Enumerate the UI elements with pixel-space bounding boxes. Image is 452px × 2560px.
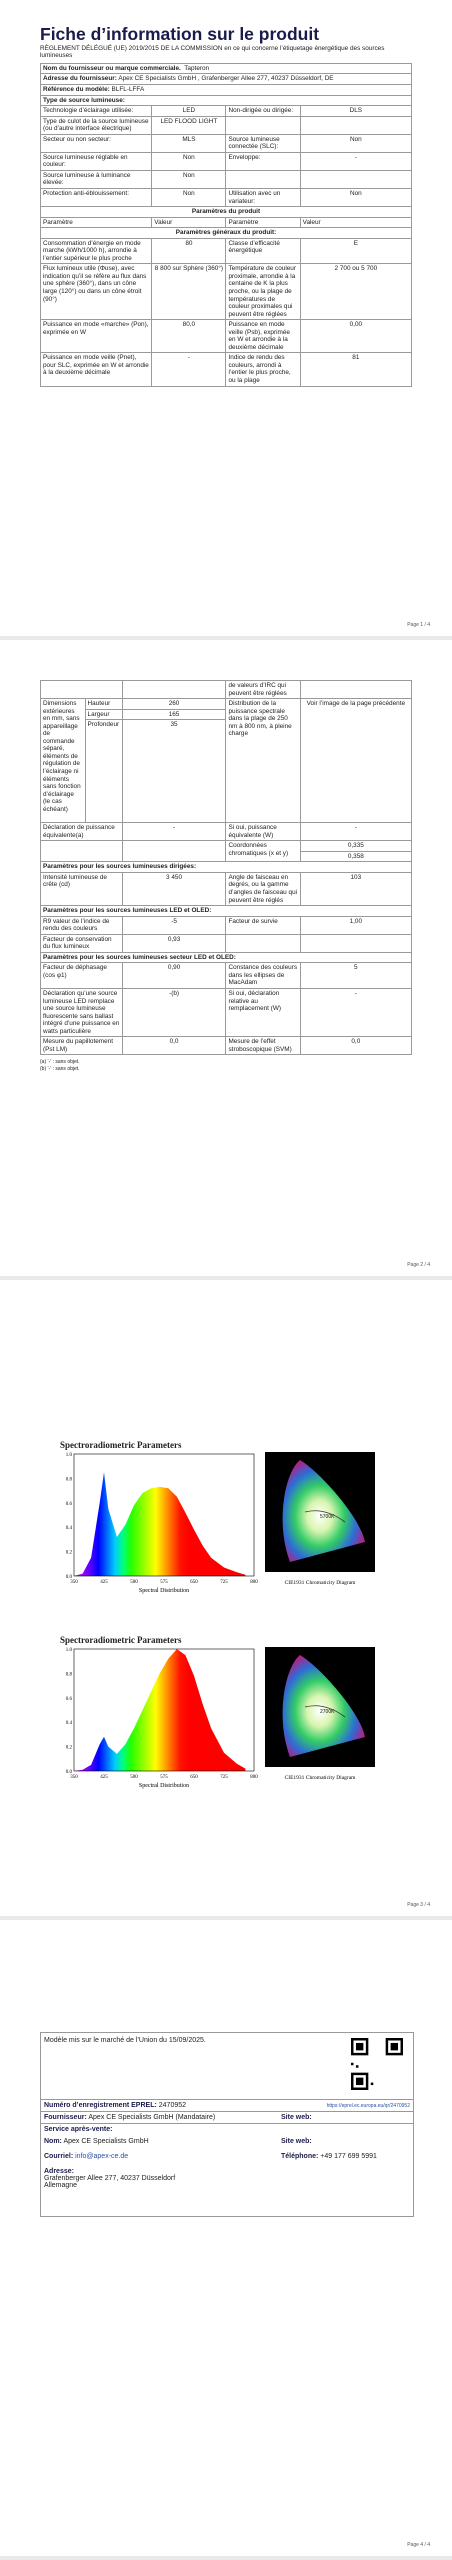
x-tick-label: 800 [250, 1775, 258, 1780]
equiv-label: Déclaration de puissance équivalente(a) [41, 823, 123, 841]
site-label: Site web: [281, 2114, 312, 2121]
cri-cont: de valeurs d’IRC qui peuvent être réglées [226, 681, 300, 699]
param-cell: Source lumineuse à luminance élevée: [41, 170, 152, 188]
dim-width-value: 165 [122, 709, 226, 720]
value-cell: 3 450 [122, 872, 226, 905]
value-cell: 1,00 [300, 916, 411, 934]
x-tick-label: 425 [100, 1775, 108, 1780]
value-cell: LED [152, 106, 226, 117]
chroma-y: 0,358 [300, 851, 411, 862]
x-tick-label: 650 [190, 1580, 198, 1585]
service-block [41, 2124, 413, 2216]
param-cell: Mesure de l’effet stroboscopique (SVM) [226, 1037, 300, 1055]
dims-label: Dimensions extérieures en mm, sans appareillage de commande séparé, éléments de régulation de l’éclairage ni éléments sans fonction d’éclairage (le cas échéant) [41, 699, 86, 823]
param-cell [226, 170, 300, 188]
param-cell: Type de culot de la source lumineuse (ou d’autre interface électrique) [41, 116, 152, 134]
general-rows [41, 238, 412, 386]
directed-header: Paramètres pour les sources lumineuses dirigées: [41, 862, 412, 873]
value-cell: 0,90 [122, 963, 226, 989]
table-row [41, 152, 412, 170]
fournisseur-row [41, 2112, 413, 2124]
adresse-line-1: Grafenberger Allee 277, 40237 Düsseldorf [44, 2175, 176, 2182]
value-cell: Non [152, 188, 226, 206]
col-value: Valeur [152, 217, 226, 228]
value-cell: - [300, 989, 411, 1037]
x-tick-label: 650 [190, 1775, 198, 1780]
x-tick-label: 350 [70, 1775, 78, 1780]
cie-point-label: 2700K [320, 1709, 335, 1715]
param-cell: R9 valeur de l’indice de rendu des couleurs [41, 916, 123, 934]
table-row [41, 106, 412, 117]
param-cell: Puissance en mode «marche» (Pon), exprimée en W [41, 320, 152, 353]
param-cell: Déclaration qu’une source lumineuse LED remplace une source lumineuse fluorescente sans ballast intégré d’une puissance en watts particulière [41, 989, 123, 1037]
x-tick-label: 725 [220, 1580, 228, 1585]
market-text: Modèle mis sur le marché de l’Union du 15/09/2025. [44, 2037, 206, 2044]
footnote-a: (a) ‘-’ : sans objet. [40, 1059, 80, 1066]
param-cell: Consommation d’énergie en mode marche (kWh/1000 h), arrondie à l’entier supérieur le plus proche [41, 238, 152, 264]
x-tick-label: 425 [100, 1580, 108, 1585]
regulation-subtitle: RÈGLEMENT DÉLÉGUÉ (UE) 2019/2015 DE LA COMMISSION en ce qui concerne l’étiquetage énergétique des sources lumineuses [40, 44, 385, 60]
col-param: Paramètre [41, 217, 152, 228]
chroma-x: 0,335 [300, 841, 411, 852]
col-value: Valeur [300, 217, 411, 228]
dim-width-label: Largeur [85, 709, 122, 720]
value-cell: Non [152, 152, 226, 170]
product-info-table [40, 63, 412, 387]
param-cell: Utilisation avec un variateur: [226, 188, 300, 206]
param-cell: Mesure du papillotement (Pst LM) [41, 1037, 123, 1055]
eprel-value: 2470952 [158, 2102, 187, 2109]
table-row [41, 320, 412, 353]
y-tick-label: 0.8 [65, 1672, 72, 1678]
supplier-address-row: Adresse du fournisseur: Apex CE Specialists GmbH , Grafenberger Allee 277, 40237 Düsseldorf, DE [41, 74, 412, 85]
footnote-b: (b) ‘-’ : sans objet. [40, 1066, 80, 1073]
page-title: Fiche d’information sur le produit [40, 24, 320, 44]
chart-title: Spectroradiometric Parameters [60, 1440, 182, 1450]
table-row [41, 872, 412, 905]
courriel-label: Courriel: [44, 2153, 74, 2160]
value-cell [300, 116, 411, 134]
value-cell: Non [300, 188, 411, 206]
type-rows [41, 106, 412, 207]
product-info-table-cont [40, 680, 412, 1055]
spectrum-plot [60, 1452, 260, 1602]
page-2 [0, 640, 452, 1276]
x-tick-label: 350 [70, 1580, 78, 1585]
col-param: Paramètre [226, 217, 300, 228]
spectral-value: Voir l’image de la page précédente [300, 699, 411, 823]
spectrum-plot [60, 1647, 260, 1797]
cie-diagram [265, 1452, 385, 1602]
adresse-line-2: Allemagne [44, 2182, 78, 2189]
param-cell: Indice de rendu des couleurs, arrondi à l’entier le plus proche, ou la plage [226, 353, 300, 386]
y-tick-label: 0.0 [65, 1770, 72, 1775]
tel-value: +49 177 699 5991 [320, 2153, 377, 2160]
value-cell: 5 [300, 963, 411, 989]
table-row [41, 963, 412, 989]
mains-header: Paramètres pour les sources lumineuses secteur LED et OLED: [41, 952, 412, 963]
param-cell: Angle de faisceau en degrés, ou la gamme d’angles de faisceau qui peuvent être réglés [226, 872, 300, 905]
value-cell: E [300, 238, 411, 264]
chart-title: Spectroradiometric Parameters [60, 1635, 182, 1645]
eprel-box [40, 2032, 414, 2217]
param-cell: Puissance en mode veille (Psb), exprimée en W et arrondie à la deuxième décimale [226, 320, 300, 353]
value-cell: 8 800 sur Sphère (360°) [152, 264, 226, 320]
y-tick-label: 0.4 [65, 1721, 72, 1727]
fournisseur-value: Apex CE Specialists GmbH (Mandataire) [88, 2114, 216, 2121]
table-row [41, 134, 412, 152]
page-number: Page 4 / 4 [407, 2542, 430, 2548]
x-axis-label: Spectral Distribution [138, 1588, 190, 1594]
model-row: Référence du modèle: BLFL-LFFA [41, 84, 412, 95]
supplier-name-row: Nom du fournisseur ou marque commerciale. Tapteron [41, 63, 412, 74]
y-tick-label: 0.2 [65, 1550, 72, 1556]
x-axis-label: Spectral Distribution [138, 1783, 190, 1789]
x-tick-label: 500 [130, 1580, 138, 1585]
table-row [41, 989, 412, 1037]
value-cell: MLS [152, 134, 226, 152]
cie-caption: CIE1931 Chromaticity Diagram [284, 1775, 356, 1781]
dim-height-label: Hauteur [85, 699, 122, 710]
table-row [41, 916, 412, 934]
x-tick-label: 800 [250, 1580, 258, 1585]
equiv-label-2: Si oui, puissance équivalente (W) [226, 823, 300, 841]
value-cell: LED FLOOD LIGHT [152, 116, 226, 134]
table-row [41, 188, 412, 206]
y-tick-label: 0.6 [65, 1501, 72, 1507]
type-header: Type de source lumineuse: [41, 95, 412, 106]
eprel-row [41, 2100, 413, 2112]
dim-depth-value: 35 [122, 720, 226, 823]
equiv-value-2: - [300, 823, 411, 841]
param-cell: Facteur de survie [226, 916, 300, 934]
eprel-label: Numéro d’enregistrement EPREL: [44, 2102, 157, 2109]
led-rows [41, 916, 412, 952]
value-cell [300, 170, 411, 188]
params-header: Paramètres du produit [41, 207, 412, 218]
page-number: Page 1 / 4 [407, 622, 430, 628]
value-cell: - [152, 353, 226, 386]
table-row [41, 353, 412, 386]
table-row [41, 264, 412, 320]
table-row [41, 934, 412, 952]
value-cell: 80 [152, 238, 226, 264]
qr-code-icon [351, 2038, 403, 2090]
value-cell: -5 [122, 916, 226, 934]
cie-point-label: 5700K [320, 1514, 335, 1520]
param-cell: Technologie d’éclairage utilisée: [41, 106, 152, 117]
value-cell: Non [152, 170, 226, 188]
dim-height-value: 260 [122, 699, 226, 710]
y-tick-label: 0.4 [65, 1526, 72, 1532]
cie-diagram [265, 1647, 385, 1797]
spectral-label: Distribution de la puissance spectrale dans la plage de 250 nm à 800 nm, à pleine charge [226, 699, 300, 823]
param-cell: Protection anti-éblouissement: [41, 188, 152, 206]
y-tick-label: 0.0 [65, 1575, 72, 1580]
param-cell [226, 116, 300, 134]
fournisseur-label: Fournisseur: [44, 2114, 87, 2121]
cie-caption: CIE1931 Chromaticity Diagram [284, 1580, 356, 1586]
table-row [41, 1037, 412, 1055]
param-cell: Enveloppe: [226, 152, 300, 170]
value-cell [300, 934, 411, 952]
value-cell: 81 [300, 353, 411, 386]
table-row [41, 238, 412, 264]
table-row [41, 170, 412, 188]
value-cell: 0,0 [122, 1037, 226, 1055]
chroma-label: Coordonnées chromatiques (x et y) [226, 841, 300, 862]
y-tick-label: 0.6 [65, 1696, 72, 1702]
page-number: Page 2 / 4 [407, 1262, 430, 1268]
x-tick-label: 725 [220, 1775, 228, 1780]
general-header: Paramètres généraux du produit: [41, 228, 412, 239]
x-tick-label: 500 [130, 1775, 138, 1780]
param-cell: Facteur de déphasage (cos φ1) [41, 963, 123, 989]
equiv-value: - [122, 823, 226, 841]
param-cell: Flux lumineux utile (Φuse), avec indication qu’il se réfère au flux dans une sphère (360°), dans un cône large (120°) ou dans un cône étroit (90°) [41, 264, 152, 320]
value-cell: 80,0 [152, 320, 226, 353]
page-1 [0, 0, 452, 636]
param-cell: Température de couleur proximale, arrondie à la centaine de K la plus proche, ou la plage de températures de couleur proximales qui peuvent être réglées [226, 264, 300, 320]
mains-rows [41, 963, 412, 1055]
y-tick-label: 0.2 [65, 1745, 72, 1751]
page-3 [0, 1280, 452, 1916]
value-cell: 0,0 [300, 1037, 411, 1055]
value-cell: -(b) [122, 989, 226, 1037]
market-row [41, 2033, 413, 2100]
spectrum-area [74, 1472, 245, 1576]
param-cell: Si oui, déclaration relative au remplacement (W) [226, 989, 300, 1037]
directed-rows [41, 872, 412, 905]
param-cell: Constance des couleurs dans les ellipses de MacAdam [226, 963, 300, 989]
value-cell: 103 [300, 872, 411, 905]
tel-label: Téléphone: [281, 2153, 319, 2160]
service-label: Service après-vente: [44, 2126, 113, 2133]
spectrum-area [74, 1649, 245, 1771]
led-header: Paramètres pour les sources lumineuses LED et OLED: [41, 906, 412, 917]
x-tick-label: 575 [160, 1775, 168, 1780]
table-row [41, 116, 412, 134]
courriel-link[interactable]: info@apex-ce.de [75, 2153, 129, 2160]
param-cell: Secteur ou non secteur: [41, 134, 152, 152]
value-cell: Non [300, 134, 411, 152]
y-tick-label: 1.0 [65, 1648, 72, 1653]
param-cell: Puissance en mode veille (Pnet), pour SLC, exprimée en W et arrondie à la deuxième décimale [41, 353, 152, 386]
param-cell: Source lumineuse réglable en couleur: [41, 152, 152, 170]
footnotes [40, 1059, 412, 1073]
spectro-chart-1 [60, 1440, 390, 1610]
value-cell: 0,93 [122, 934, 226, 952]
nom-value: Apex CE Specialists GmbH [63, 2138, 149, 2145]
dim-depth-label: Profondeur [85, 720, 122, 823]
param-cell [226, 934, 300, 952]
x-tick-label: 575 [160, 1580, 168, 1585]
value-cell: 0,00 [300, 320, 411, 353]
value-cell: 2 700 ou 5 700 [300, 264, 411, 320]
param-cell: Classe d’efficacité énergétique [226, 238, 300, 264]
page-4 [0, 1920, 452, 2556]
spectro-chart-2 [60, 1635, 390, 1805]
param-cell: Non-dirigée ou dirigée: [226, 106, 300, 117]
adresse-label: Adresse: [44, 2168, 74, 2175]
nom-label: Nom: [44, 2138, 62, 2145]
site-label-2: Site web: [281, 2138, 312, 2145]
value-cell: DLS [300, 106, 411, 117]
y-tick-label: 1.0 [65, 1453, 72, 1458]
param-cell: Source lumineuse connectée (SLC): [226, 134, 300, 152]
param-cell: Facteur de conservation du flux lumineux [41, 934, 123, 952]
page-number: Page 3 / 4 [407, 1902, 430, 1908]
param-cell: Intensité lumineuse de crête (cd) [41, 872, 123, 905]
value-cell: - [300, 152, 411, 170]
y-tick-label: 0.8 [65, 1477, 72, 1483]
eprel-link[interactable]: https://eprel.ec.europa.eu/qr/2470952 [326, 2103, 410, 2109]
